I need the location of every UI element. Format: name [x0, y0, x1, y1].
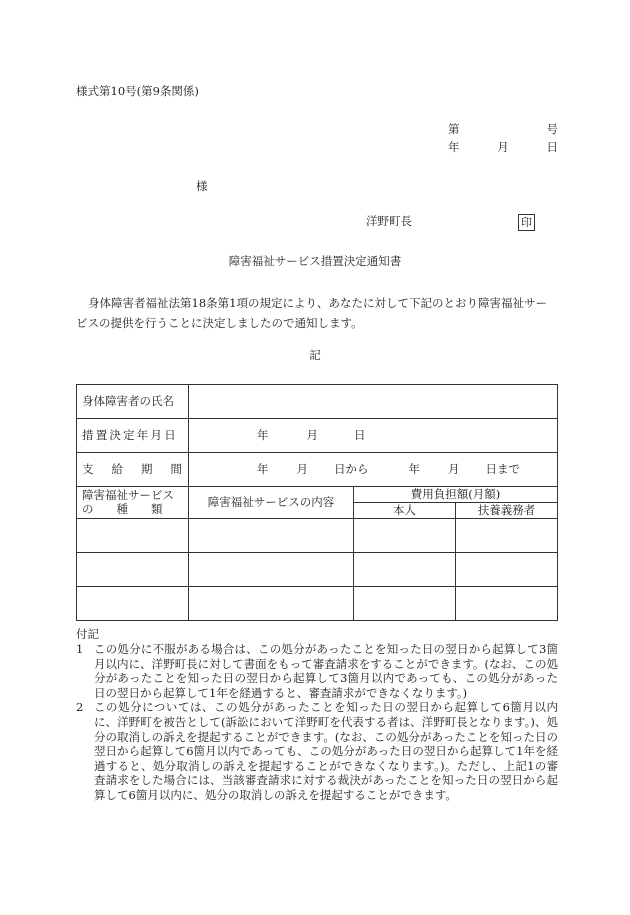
notes-list — [76, 642, 558, 803]
decision-table — [76, 384, 558, 621]
table-cell — [189, 519, 354, 553]
period-to: 日まで — [485, 461, 520, 476]
decision-date-text: 措置決定年月日 — [82, 427, 178, 442]
table-cell — [189, 587, 354, 621]
service-type-label — [77, 487, 189, 519]
table-row — [77, 419, 558, 453]
table-cell — [354, 587, 456, 621]
note-text: この処分に不服がある場合は、この処分があったことを知った日の翌日から起算して3箇月以内に、洋野町長に対して書面をもって審査請求をすることができます。(なお、この処分があったことを知った日の翌日から起算して3箇月以内であっても、この処分があった日の翌日から起算して1年を経過すると、審査請求ができなくなります。) — [94, 642, 558, 700]
decision-date-label — [77, 419, 189, 453]
table-cell — [456, 553, 558, 587]
table-cell — [354, 553, 456, 587]
number-prefix: 第 — [448, 122, 460, 136]
body-paragraph: 身体障害者福祉法第18条第1項の規定により、あなたに対して下記のとおり障害福祉サービスの提供を行うことに決定しましたので通知します。 — [76, 296, 547, 330]
issue-date-line — [448, 141, 558, 155]
table-cell — [77, 587, 189, 621]
cost-guardian-label: 扶養義務者 — [456, 503, 558, 519]
decision-date-value — [189, 419, 558, 453]
table-row — [77, 587, 558, 621]
document-title: 障害福祉サービス措置決定通知書 — [228, 254, 402, 268]
table-cell — [77, 553, 189, 587]
table-row — [77, 453, 558, 487]
service-type-line1: 障害福祉サービス — [82, 487, 174, 502]
period-char: 間 — [170, 461, 182, 476]
year-label: 年 — [257, 461, 269, 476]
period-from: 日から — [334, 461, 369, 476]
table-row — [77, 385, 558, 419]
number-suffix: 号 — [546, 122, 558, 136]
service-content-label: 障害福祉サービスの内容 — [189, 487, 354, 519]
seal-mark: 印 — [518, 214, 535, 231]
period-char: 期 — [141, 461, 153, 476]
body-text — [76, 293, 558, 333]
form-number: 様式第10号(第9条関係) — [76, 84, 199, 98]
year-label: 年 — [448, 140, 460, 154]
document-number-line — [448, 123, 558, 137]
table-cell — [189, 553, 354, 587]
year-label: 年 — [257, 427, 269, 442]
ki-heading: 記 — [309, 348, 321, 362]
month-label: 月 — [497, 140, 509, 154]
table-cell — [77, 519, 189, 553]
table-cell — [456, 519, 558, 553]
cost-label: 費用負担額(月額) — [354, 487, 558, 503]
table-row — [77, 553, 558, 587]
month-label: 月 — [296, 461, 308, 476]
table-cell — [456, 587, 558, 621]
name-label: 身体障害者の氏名 — [77, 385, 189, 419]
period-label — [77, 453, 189, 487]
note-text: この処分については、この処分があったことを知った日の翌日から起算して6箇月以内に、洋野町を被告として(訴訟において洋野町を代表する者は、洋野町長となります。)、処分の取消しの訴えを提起することができます。(なお、この処分があったことを知った日の翌日から起算して6箇月以内であっても、この処分があった日の翌日から起算して1年を経過すると、処分取消しの訴えを提起することができなくなります。)。ただし、上記1の審査請求をした場合には、当該審査請求に対する裁決があったことを知った日の翌日から起算して6箇月以内に、処分の取消しの訴えを提起することができます。 — [94, 700, 558, 802]
name-value-cell — [189, 385, 558, 419]
note-number: 1 — [76, 642, 84, 656]
service-type-line2: の 種 類 — [82, 501, 163, 516]
notes-heading: 付記 — [76, 627, 99, 641]
day-label: 日 — [546, 140, 558, 154]
period-char: 支 — [82, 461, 94, 476]
period-value — [189, 453, 558, 487]
month-label: 月 — [448, 461, 460, 476]
table-row — [77, 519, 558, 553]
addressee-suffix: 様 — [196, 179, 208, 193]
period-char: 給 — [111, 461, 123, 476]
table-row — [77, 487, 558, 503]
year-label: 年 — [408, 461, 420, 476]
note-item — [76, 642, 558, 700]
table-cell — [354, 519, 456, 553]
cost-self-label: 本人 — [354, 503, 456, 519]
issuer-name: 洋野町長 — [366, 214, 412, 228]
day-label: 日 — [354, 427, 366, 442]
month-label: 月 — [306, 427, 318, 442]
note-number: 2 — [76, 700, 84, 715]
note-item — [76, 700, 558, 802]
